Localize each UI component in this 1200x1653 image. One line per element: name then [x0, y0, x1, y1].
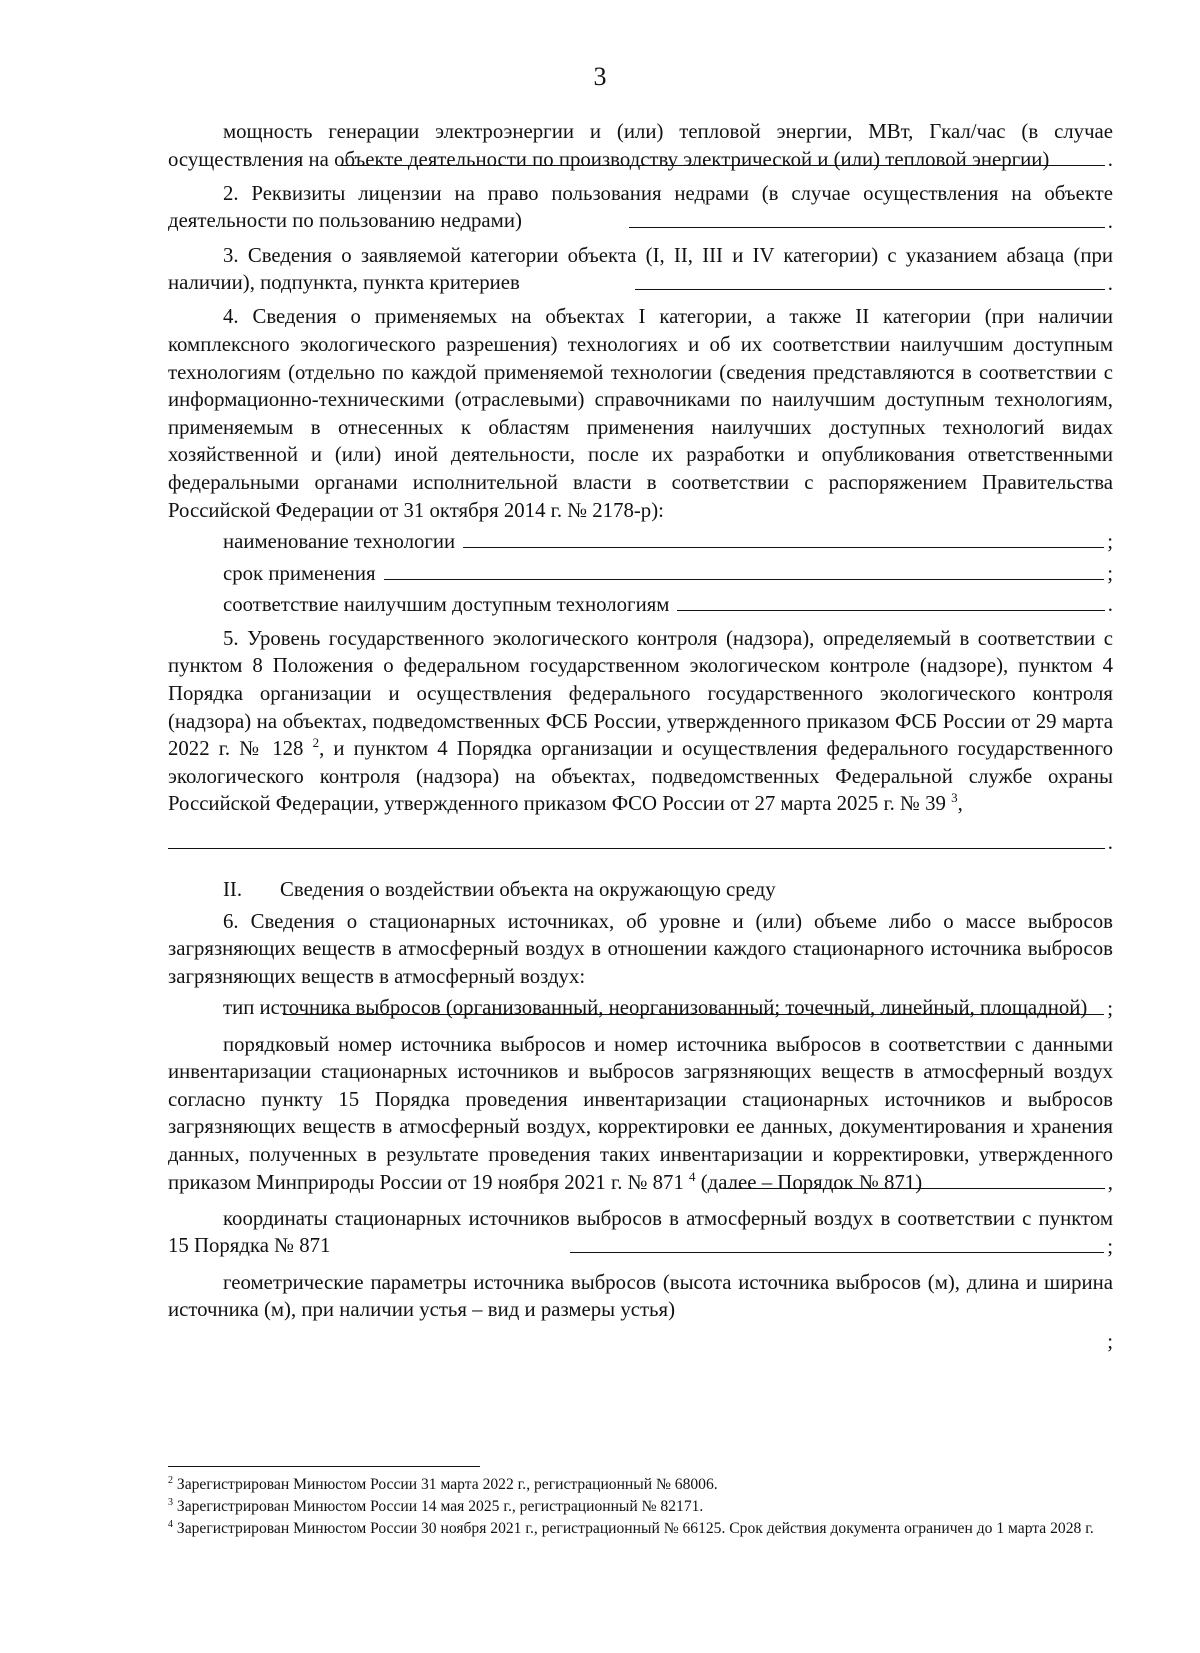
source-number-text: порядковый номер источника выбросов и номер источника выбросов в соответствии с данными инвентаризации стационарных источников и выбросов загрязняющих веществ в атмосферный воздух согласно пункту 15 Порядка проведения инвентаризации стационарных источников и выбросов загрязняющих веществ в атмосферный воздух, корректировки ее данных, документирования и хранения данных, полученных в результате проведения таких инвентаризации и корректировки, утвержденного приказом Минприроды России от 19 ноября 2021 г. № 871 $^4$ (далее – Порядок № 871): [168, 1032, 1113, 1194]
footnote-ref-2[interactable]: 2: [312, 735, 320, 751]
section-title: Сведения о воздействии объекта на окружающую среду: [280, 878, 776, 902]
coordinates-field[interactable]: ;: [168, 1233, 1113, 1261]
item-5-text: 5. Уровень государственного экологического контроля (надзора), определяемый в соответствии с пунктом 8 Положения о федеральном государственном экологическом контроле (надзоре), пунктом 4 Порядка организации и осуществления федерального государственного экологического контроля (надзора) на объектах, подведомственных ФСБ России, утвержденного приказом ФСБ России от 29 марта 2022 г. № 128 $^2$, и пунктом 4 Порядка организации и осуществления федерального государственного экологического контроля (надзора) на объектах, подведомственных Федеральной службе охраны Российской Федерации, утвержденного приказом ФСО России от 27 марта 2025 г. № 39 $^3$,: [168, 626, 1114, 816]
source-number-blank[interactable]: [723, 1170, 1105, 1189]
source-type-text: тип источника выбросов (организованный, неорганизованный; точечный, линейный, площадной): [223, 996, 1088, 1020]
footnote-ref-4[interactable]: 4: [689, 1168, 696, 1184]
footnote-3: $^3$ Зарегистрирован Минюстом России 14 мая 2025 г., регистрационный № 82171.: [168, 1497, 704, 1515]
power-generation-label: мощность генерации электроэнергии и (или) тепловой энергии, МВт, Гкал/час (в случае осуществления на объекте деятельности по производству электрической и (или) тепловой энергии): [168, 120, 1113, 171]
footnote-4: $^4$ Зарегистрирован Минюстом России 30 ноября 2021 г., регистрационный № 66125. Срок действия документа ограничен до 1 марта 2028 г.: [168, 1519, 1094, 1537]
power-generation-field[interactable]: .: [168, 146, 1113, 174]
control-level-blank[interactable]: [168, 826, 1105, 849]
category-field[interactable]: .: [168, 270, 1113, 298]
category-blank[interactable]: [635, 271, 1104, 290]
footnotes: [168, 1474, 1113, 1540]
section-heading: [223, 876, 1113, 904]
source-number-field[interactable]: ,: [168, 1169, 1113, 1197]
technology-name-label: наименование технологии: [223, 530, 456, 554]
technology-name-blank[interactable]: [463, 529, 1104, 548]
page-number: 3: [593, 62, 607, 91]
footnote-divider: [168, 1466, 480, 1467]
section-number: II.: [223, 878, 243, 902]
bat-compliance-label: соответствие наилучшим доступным технологиям: [223, 593, 670, 617]
application-period-label: срок применения: [223, 561, 376, 585]
coordinates-text: координаты стационарных источников выбросов в атмосферный воздух в соответствии с пунктом 15 Порядка № 871: [168, 1206, 1113, 1258]
geometry-text: геометрические параметры источника выбросов (высота источника выбросов (м), длина и ширина источника (м), при наличии устья – вид и размеры устья): [168, 1270, 1113, 1322]
footnote-2: $^2$ Зарегистрирован Минюстом России 31 марта 2022 г., регистрационный № 68006.: [168, 1475, 718, 1493]
source-type-blank[interactable]: [283, 996, 1104, 1015]
power-generation-blank[interactable]: [340, 147, 1105, 166]
bat-compliance-blank[interactable]: [677, 592, 1104, 611]
item-3-text: 3. Сведения о заявляемой категории объекта (I, II, III и IV категории) с указанием абзаца (при наличии), подпункта, пункта критериев: [168, 243, 1113, 295]
control-level-field[interactable]: .: [168, 826, 1113, 854]
application-period-blank[interactable]: [384, 561, 1105, 580]
bat-compliance-field[interactable]: соответствие наилучшим доступным технологиям .: [168, 591, 1113, 619]
item-2-text: 2. Реквизиты лицензии на право пользования недрами (в случае осуществления на объекте деятельности по пользованию недрами): [168, 181, 1113, 233]
item-6-text: 6. Сведения о стационарных источниках, об уровне и (или) объеме либо о массе выбросов загрязняющих веществ в атмосферный воздух в отношении каждого стационарного источника выбросов загрязняющих веществ в атмосферный воздух:: [168, 909, 1113, 988]
geometry-field[interactable]: ;: [1107, 1329, 1113, 1353]
license-field[interactable]: .: [168, 208, 1113, 236]
footnote-ref-3[interactable]: 3: [951, 790, 958, 806]
coordinates-blank[interactable]: [570, 1234, 1104, 1253]
document-body: [168, 118, 1113, 1359]
source-type-field[interactable]: ;: [168, 995, 1113, 1023]
application-period-field[interactable]: срок применения ;: [168, 560, 1113, 588]
item-4-text: 4. Сведения о применяемых на объектах I категории, а также II категории (при наличии комплексного экологического разрешения) технологиях и об их соответствии наилучшим доступным технологиям (отдельно по каждой применяемой технологии (сведения представляются в соответствии с информационно-техническими (отраслевыми) справочниками по наилучшим доступным технологиям, применяемым в отнесенных к областям применения наилучших доступных технологий видах хозяйственной и (или) иной деятельности, после их разработки и опубликования ответственными федеральными органами исполнительной власти в соответствии с распоряжением Правительства Российской Федерации от 31 октября 2014 г. № 2178-р):: [168, 305, 1113, 522]
license-blank[interactable]: [629, 209, 1105, 228]
technology-name-field[interactable]: наименование технологии ;: [168, 528, 1113, 556]
